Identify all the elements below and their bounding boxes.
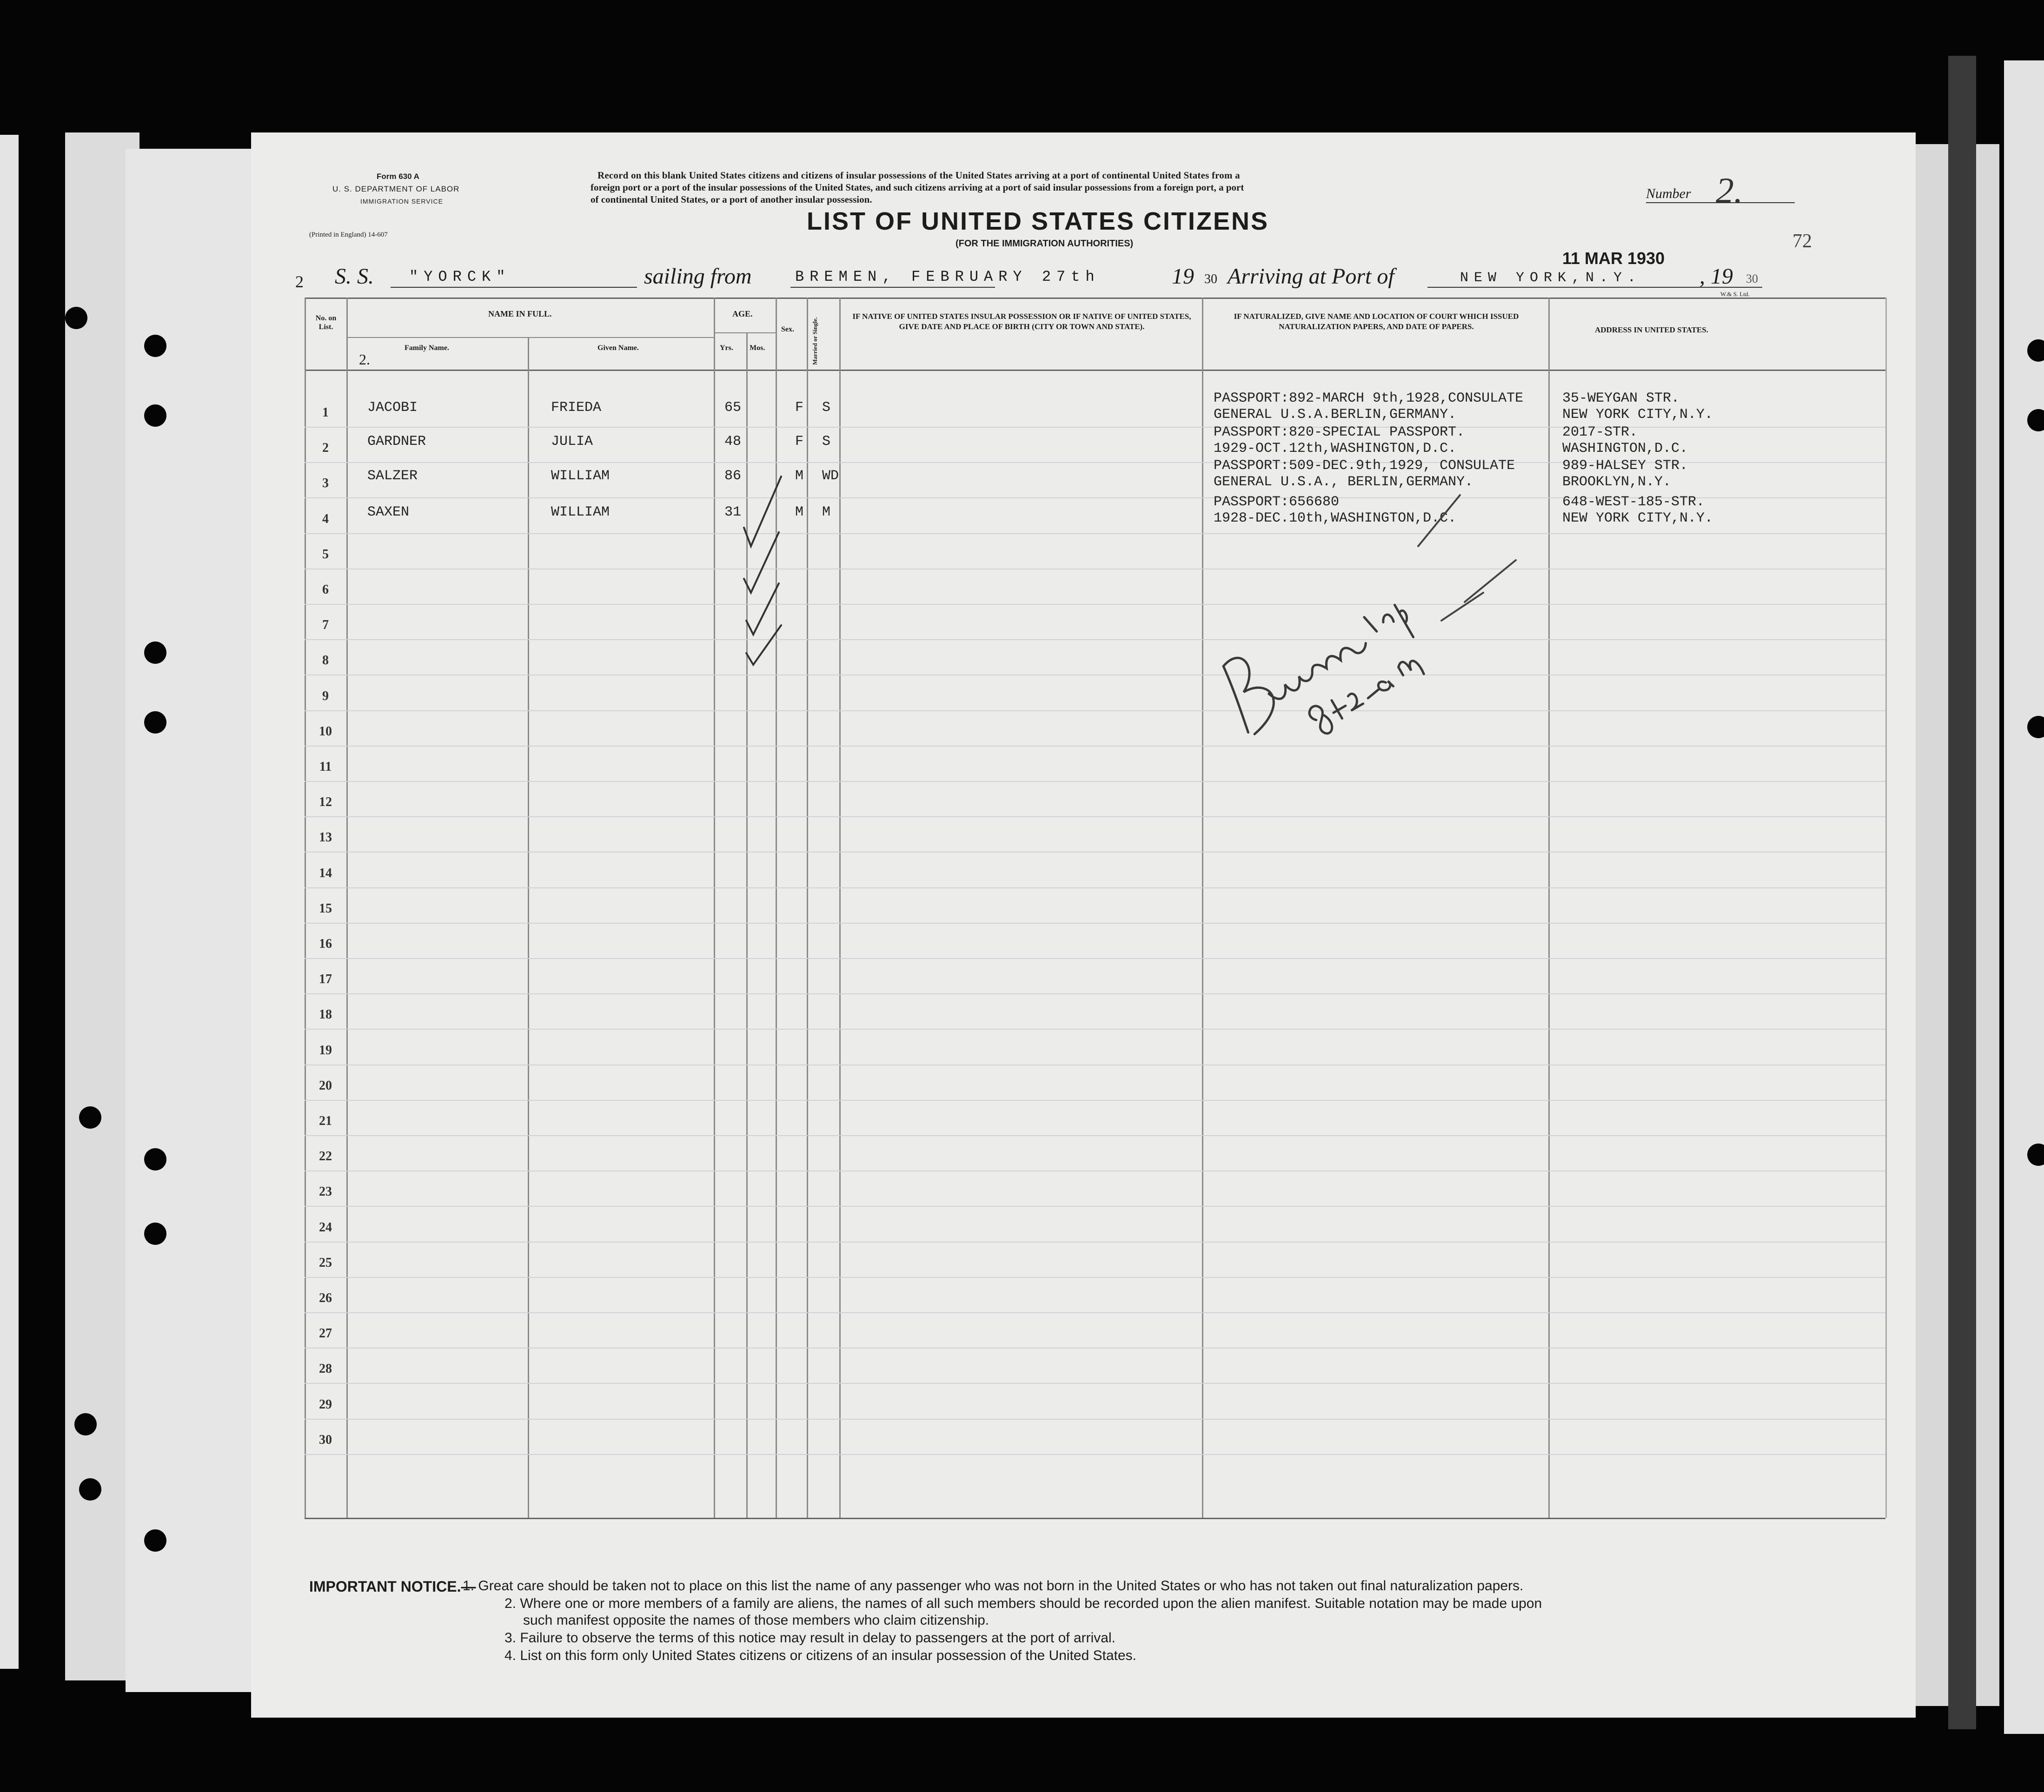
family-name-cell: GARDNER	[367, 434, 426, 450]
binder-hole	[144, 335, 166, 357]
arrival-port: NEW YORK,N.Y.	[1460, 270, 1642, 286]
row-number: 14	[319, 866, 332, 880]
binder-hole	[144, 641, 166, 664]
page-subtitle: (FOR THE IMMIGRATION AUTHORITIES)	[956, 238, 1134, 249]
marital-status-cell: M	[822, 504, 831, 520]
header-sex: Sex.	[781, 325, 794, 333]
given-name-cell: WILLIAM	[551, 468, 610, 484]
table-row-rule	[305, 427, 1885, 428]
departure-underline	[790, 287, 995, 288]
name-header-rule	[346, 337, 714, 338]
row-number: 12	[319, 795, 332, 810]
naturalization-check-marks	[1409, 467, 1548, 686]
department-name: U. S. DEPARTMENT OF LABOR	[332, 185, 460, 193]
col-rule	[839, 298, 841, 1518]
row-number: 28	[319, 1362, 332, 1376]
header-months: Mos.	[750, 344, 765, 352]
col-rule	[1202, 298, 1203, 1518]
age-years-cell: 48	[724, 434, 742, 450]
table-row-rule	[305, 887, 1885, 888]
right-edge-sheet	[2004, 60, 2044, 1734]
address-line-2: NEW YORK CITY,N.Y.	[1562, 407, 1713, 423]
header-years: Yrs.	[720, 344, 733, 352]
table-row-rule	[305, 674, 1885, 675]
address-line-2: NEW YORK CITY,N.Y.	[1562, 510, 1713, 526]
table-row-rule	[305, 1348, 1885, 1349]
manifest-page	[251, 132, 1916, 1718]
col-rule	[346, 298, 348, 1518]
table-row-rule	[305, 1312, 1885, 1313]
table-row-rule	[305, 1100, 1885, 1101]
marital-status-cell: WD	[822, 468, 839, 484]
table-row-rule	[305, 533, 1885, 534]
naturalization-line-1: PASSPORT:509-DEC.9th,1929, CONSULATE	[1214, 458, 1515, 474]
address-line-2: WASHINGTON,D.C.	[1562, 441, 1688, 456]
naturalization-line-2: GENERAL U.S.A., BERLIN,GERMANY.	[1214, 474, 1473, 490]
given-name-cell: WILLIAM	[551, 504, 610, 520]
departure-date: FEBRUARY 27th	[911, 268, 1100, 285]
table-row-rule	[305, 993, 1885, 994]
row-number: 2	[322, 441, 329, 456]
row-number: 11	[319, 760, 332, 774]
age-years-cell: 31	[724, 504, 742, 520]
col-rule	[807, 298, 808, 1518]
arrival-year-value: 30	[1746, 272, 1758, 285]
given-name-cell: FRIEDA	[551, 400, 602, 416]
table-row-rule	[305, 923, 1885, 924]
row-number: 20	[319, 1078, 332, 1093]
table-row-rule	[305, 1242, 1885, 1243]
table-row-rule	[305, 710, 1885, 711]
notice-item-4: 4. List on this form only United States citizens or citizens of an insular possession of the United States.	[504, 1648, 1137, 1663]
departure-port: BREMEN,	[795, 268, 897, 285]
ship-name: "YORCK"	[409, 268, 511, 285]
naturalization-line-2: GENERAL U.S.A.BERLIN,GERMANY.	[1214, 407, 1457, 423]
notice-item-3: 3. Failure to observe the terms of this notice may result in delay to passengers at the port of arrival.	[504, 1630, 1115, 1646]
col-rule	[714, 298, 715, 1518]
row-number: 25	[319, 1255, 332, 1270]
binder-hole	[65, 307, 87, 329]
binder-hole	[79, 1106, 101, 1129]
left-edge-sheet	[0, 135, 19, 1669]
marital-status-cell: S	[822, 434, 831, 450]
naturalization-line-1: PASSPORT:892-MARCH 9th,1928,CONSULATE	[1214, 390, 1524, 406]
row-number: 8	[322, 653, 329, 668]
header-married-single: Married or Single.	[811, 317, 818, 365]
col-rule	[1548, 298, 1550, 1518]
header-native-birthplace: IF NATIVE OF UNITED STATES INSULAR POSSESSION OR IF NATIVE OF UNITED STATES, GIVE DATE AND PLACE OF BIRTH (CITY OR TOWN AND STATE).	[852, 312, 1191, 331]
row-number: 6	[322, 582, 329, 597]
binder-hole	[74, 1413, 97, 1435]
address-line-1: 989-HALSEY STR.	[1562, 458, 1688, 474]
age-years-cell: 86	[724, 468, 742, 484]
header-given-name: Given Name.	[597, 344, 639, 352]
sex-cell: F	[795, 434, 804, 450]
header-bottom-rule	[305, 370, 1885, 371]
year-value: 30	[1204, 272, 1217, 286]
instructions-line-3: of continental United States, or a port of another insular possession.	[591, 194, 872, 205]
binder-hole	[144, 711, 166, 734]
family-name-cell: SAXEN	[367, 504, 410, 520]
notice-item-2: 2. Where one or more members of a family are aliens, the names of all such members should be recorded upon the alien manifest. Suitable notation may be made upon	[504, 1596, 1542, 1611]
sailing-label: sailing from	[644, 264, 752, 289]
header-naturalization: IF NATURALIZED, GIVE NAME AND LOCATION OF COURT WHICH ISSUED NATURALIZATION PAPERS, AND DATE OF PAPERS.	[1234, 312, 1519, 331]
printed-note: (Printed in England) 14-607	[309, 231, 388, 238]
row-number: 4	[322, 511, 329, 526]
table-row-rule	[305, 816, 1885, 817]
ship-underline	[391, 287, 637, 288]
row-number: 7	[322, 618, 329, 633]
row-number: 17	[319, 972, 332, 987]
address-line-1: 2017-STR.	[1562, 424, 1638, 440]
table-row-rule	[305, 746, 1885, 747]
age-years-cell: 65	[724, 400, 742, 416]
voyage-prefix: 2	[295, 272, 304, 291]
address-line-1: 35-WEYGAN STR.	[1562, 390, 1680, 406]
row-number: 5	[322, 547, 329, 562]
row-number: 26	[319, 1291, 332, 1305]
page-title: LIST OF UNITED STATES CITIZENS	[807, 207, 1269, 235]
table-row-rule	[305, 958, 1885, 959]
header-family-name: Family Name.	[405, 344, 449, 352]
table-row-rule	[305, 1170, 1885, 1171]
age-header-rule	[714, 332, 776, 333]
col-rule	[528, 337, 529, 1518]
service-name: IMMIGRATION SERVICE	[360, 198, 443, 205]
marital-status-cell: S	[822, 400, 831, 416]
ss-label: S. S.	[335, 264, 374, 289]
row-number: 13	[319, 830, 332, 845]
year-label: 19	[1172, 264, 1194, 289]
address-line-2: BROOKLYN,N.Y.	[1562, 474, 1672, 490]
row-number: 16	[319, 937, 332, 951]
table-row-rule	[305, 639, 1885, 640]
family-name-cell: JACOBI	[367, 400, 418, 416]
table-row-rule	[305, 1135, 1885, 1136]
right-dark-strip	[1948, 56, 1976, 1729]
row-number: 30	[319, 1432, 332, 1447]
table-row-rule	[305, 1419, 1885, 1420]
table-row-rule	[305, 1206, 1885, 1207]
table-row-rule	[305, 1277, 1885, 1278]
binder-hole	[144, 404, 166, 427]
header-address: ADDRESS IN UNITED STATES.	[1595, 325, 1709, 334]
table-row-rule	[305, 1454, 1885, 1455]
row-number: 21	[319, 1114, 332, 1128]
header-age: AGE.	[732, 309, 753, 318]
sex-cell: F	[795, 400, 804, 416]
binder-hole	[144, 1148, 166, 1170]
notice-heading: IMPORTANT NOTICE.—	[309, 1578, 476, 1595]
table-row-rule	[305, 852, 1885, 853]
sex-cell: M	[795, 504, 804, 520]
table-row-rule	[305, 781, 1885, 782]
naturalization-line-2: 1928-DEC.10th,WASHINGTON,D.C.	[1214, 510, 1457, 526]
row-number: 18	[319, 1007, 332, 1022]
table-row-rule	[305, 1383, 1885, 1384]
instructions-line-1: Record on this blank United States citizens and citizens of insular possessions of the United States arriving at a port of continental United States from a	[597, 170, 1240, 181]
row-number: 1	[322, 405, 329, 420]
col-rule	[1885, 298, 1887, 1518]
naturalization-line-2: 1929-OCT.12th,WASHINGTON,D.C.	[1214, 441, 1457, 456]
naturalization-line-1: PASSPORT:656680	[1214, 494, 1340, 510]
age-check-marks	[739, 430, 795, 676]
page-number: 72	[1792, 231, 1812, 252]
table-row-rule	[305, 604, 1885, 605]
printer-code: W.& S. Ltd.	[1720, 291, 1750, 298]
notice-item-1: 1. Great care should be taken not to place on this list the name of any passenger who was not born in the United States or who has not taken out final naturalization papers.	[463, 1578, 1524, 1594]
row-number: 22	[319, 1149, 332, 1164]
given-name-cell: JULIA	[551, 434, 593, 450]
binder-hole	[144, 1529, 166, 1552]
sex-cell: M	[795, 468, 804, 484]
table-row-rule	[305, 1029, 1885, 1030]
instructions-line-2: foreign port or a port of the insular possessions of the United States, and such citizens arriving at a port of said insular possessions from a foreign port, a port	[591, 182, 1244, 193]
arrival-date-stamp: 11 MAR 1930	[1562, 249, 1665, 268]
binder-hole	[79, 1478, 101, 1501]
list-number: 2.	[1716, 170, 1743, 211]
row-number: 15	[319, 901, 332, 916]
header-list-marker: 2.	[359, 351, 370, 368]
arriving-label: Arriving at Port of	[1228, 264, 1394, 289]
binder-hole	[144, 1223, 166, 1245]
family-name-cell: SALZER	[367, 468, 418, 484]
notice-item-2-continued: such manifest opposite the names of those members who claim citizenship.	[523, 1613, 989, 1628]
number-label: Number	[1646, 186, 1691, 201]
row-number: 23	[319, 1184, 332, 1199]
row-number: 9	[322, 688, 329, 703]
row-number: 27	[319, 1326, 332, 1341]
header-name-in-full: NAME IN FULL.	[488, 309, 552, 318]
row-number: 3	[322, 476, 329, 491]
form-number: Form 630 A	[377, 172, 419, 181]
header-no-on-list: No. on List.	[315, 314, 337, 331]
address-line-1: 648-WEST-185-STR.	[1562, 494, 1705, 510]
naturalization-line-1: PASSPORT:820-SPECIAL PASSPORT.	[1214, 424, 1465, 440]
arrival-year-label: , 19	[1699, 264, 1733, 289]
table-bottom-rule	[305, 1518, 1885, 1519]
row-number: 29	[319, 1397, 332, 1412]
table-top-rule	[305, 298, 1885, 299]
row-number: 10	[319, 724, 332, 739]
row-number: 24	[319, 1220, 332, 1235]
row-number: 19	[319, 1043, 332, 1058]
